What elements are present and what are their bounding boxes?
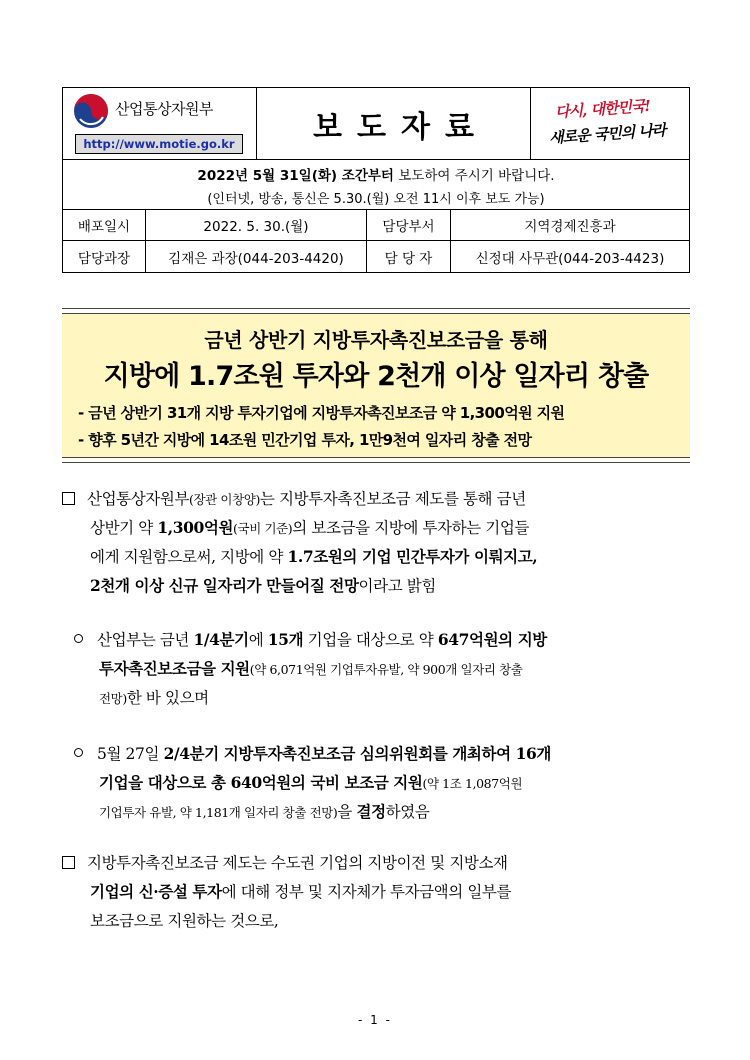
doc-title-cell bbox=[257, 88, 531, 159]
release-date-label: 배포일시 bbox=[63, 210, 146, 240]
ministry-name: 산업통상자원부 bbox=[115, 100, 213, 118]
department-label: 담당부서 bbox=[367, 210, 451, 240]
headline-bullet-2: - 향후 5년간 지방에 14조원 민간기업 투자, 1만9천여 일자리 창출 전망 bbox=[78, 431, 532, 449]
p1-line-2: 상반기 약 1,300억원(국비 기준)의 보조금을 지방에 투자하는 기업들 bbox=[90, 518, 529, 537]
page-number: - 1 - bbox=[358, 1013, 392, 1027]
staff-value: 신정대 사무관(044-203-4423) bbox=[475, 250, 665, 267]
square-bullet-icon bbox=[62, 856, 75, 869]
manager-label: 담당과장 bbox=[63, 241, 146, 272]
p1-line-3: 에게 지원함으로써, 지방에 약 1.7조원의 기업 민간투자가 이뤄지고, bbox=[90, 547, 538, 566]
department-value: 지역경제진흥과 bbox=[524, 219, 616, 235]
paragraph-4 bbox=[62, 851, 702, 941]
staff-label: 담 당 자 bbox=[367, 241, 451, 272]
slogan-line-1: 다시, 대한민국! bbox=[554, 96, 651, 122]
square-bullet-icon bbox=[62, 492, 75, 505]
taegeuk-emblem-icon bbox=[73, 93, 109, 129]
headline-title: 지방에 1.7조원 투자와 2천개 이상 일자리 창출 bbox=[103, 361, 649, 392]
contact-row bbox=[63, 241, 689, 272]
p3-line-3: 기업투자 유발, 약 1,181개 일자리 창출 전망)을 결정하였음 bbox=[99, 802, 430, 821]
manager-value: 김재은 과장(044-203-4420) bbox=[146, 241, 367, 272]
p2-line-3: 전망)한 바 있으며 bbox=[99, 689, 209, 707]
header-top-row bbox=[63, 88, 689, 160]
headline-subtitle: 금년 상반기 지방투자촉진보조금을 통해 bbox=[204, 328, 548, 352]
slogan-cell bbox=[531, 88, 689, 159]
p4-line-2: 기업의 신·증설 투자에 대해 정부 및 지자체가 투자금액의 일부를 bbox=[90, 882, 512, 901]
release-info-row bbox=[63, 210, 689, 241]
p4-line-3: 보조금으로 지원하는 것으로, bbox=[90, 912, 279, 930]
paragraph-2 bbox=[62, 628, 702, 718]
embargo-line-2: (인터넷, 방송, 통신은 5.30.(월) 오전 11시 이후 보도 가능) bbox=[207, 192, 545, 207]
circle-bullet-icon bbox=[74, 748, 83, 757]
doc-title: 보도자료 bbox=[313, 109, 489, 145]
p3-line-1: 5월 27일 2/4분기 지방투자촉진보조금 심의위원회를 개최하여 16개 bbox=[74, 742, 551, 764]
ministry-logo-cell bbox=[63, 88, 257, 159]
slogan-line-2: 새로운 국민의 나라 bbox=[548, 120, 666, 148]
paragraph-1 bbox=[62, 487, 702, 607]
paragraph-3 bbox=[62, 742, 702, 832]
circle-bullet-icon bbox=[74, 634, 83, 643]
embargo-line-1: 2022년 5월 31일(화) 조간부터 보도하여 주시기 바랍니다. bbox=[197, 168, 555, 184]
p1-line-4: 2천개 이상 신규 일자리가 만들어질 전망이라고 밝힘 bbox=[90, 576, 436, 595]
ministry-url-link[interactable]: http://www.motie.go.kr bbox=[75, 134, 243, 154]
p2-line-1: 산업부는 금년 1/4분기에 15개 기업을 대상으로 약 647억원의 지방 bbox=[74, 628, 547, 650]
headline-bullet-1: - 금년 상반기 31개 지방 투자기업에 지방투자촉진보조금 약 1,300억원 지원 bbox=[78, 404, 565, 422]
p3-line-2: 기업을 대상으로 총 640억원의 국비 보조금 지원(약 1조 1,087억원 bbox=[99, 773, 523, 792]
p2-line-2: 투자촉진보조금을 지원(약 6,071억원 기업투자유발, 약 900개 일자리 창출 bbox=[99, 659, 523, 678]
press-release-header bbox=[62, 87, 690, 273]
embargo-row bbox=[63, 160, 689, 210]
p4-line-1: 지방투자촉진보조금 제도는 수도권 기업의 지방이전 및 지방소재 bbox=[62, 851, 508, 873]
p1-line-1: 산업통상자원부(장관 이창양)는 지방투자촉진보조금 제도를 통해 금년 bbox=[62, 487, 526, 509]
headline-box bbox=[62, 313, 690, 458]
release-date-value: 2022. 5. 30.(월) bbox=[146, 210, 367, 240]
